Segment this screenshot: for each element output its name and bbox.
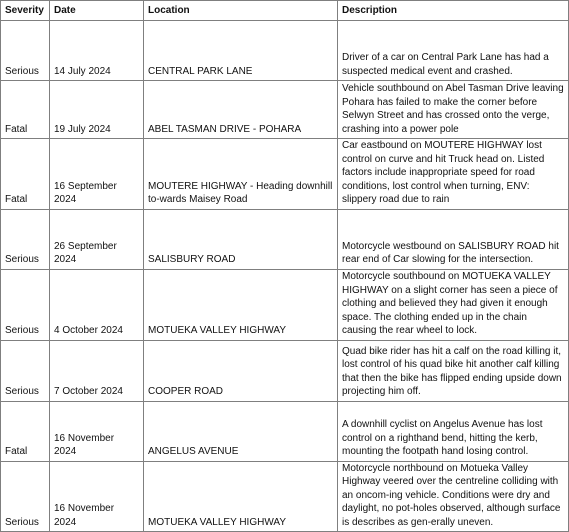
- date-cell: 26 September 2024: [50, 209, 144, 269]
- description-cell: Motorcycle northbound on Motueka Valley Highway veered over the centreline colliding with an oncom-ing vehicle. Conditions were dry and daylight, no pot-holes observed, although surface is describes as gen-erally uneven.: [338, 461, 569, 532]
- description-cell: Quad bike rider has hit a calf on the road killing it, lost control of his quad bike hit another calf killing that then the bike has flipped ending upside down projecting him off.: [338, 340, 569, 401]
- date-cell: 16 November 2024: [50, 401, 144, 461]
- table-row: [1, 21, 569, 81]
- description-cell: Motorcycle westbound on SALISBURY ROAD hit rear end of Car slowing for the intersection.: [338, 209, 569, 269]
- description-cell: Vehicle southbound on Abel Tasman Drive leaving Pohara has failed to make the corner before Selwyn Street and has crossed onto the verge, crashing into a power pole: [338, 81, 569, 139]
- location-cell: ANGELUS AVENUE: [144, 401, 338, 461]
- location-cell: ABEL TASMAN DRIVE - POHARA: [144, 81, 338, 139]
- description-cell: A downhill cyclist on Angelus Avenue has lost control on a righthand bend, hitting the kerb, mounting the footpath hand losing control.: [338, 401, 569, 461]
- date-cell: 16 September 2024: [50, 139, 144, 210]
- severity-cell: Serious: [1, 269, 50, 340]
- table-row: [1, 209, 569, 269]
- table-row: [1, 401, 569, 461]
- description-cell: Car eastbound on MOUTERE HIGHWAY lost control on curve and hit Truck head on. Listed factors include inappropriate speed for road conditions, lost control when turning, ENV: slippery road due to rain: [338, 139, 569, 210]
- severity-cell: Serious: [1, 461, 50, 532]
- date-cell: 19 July 2024: [50, 81, 144, 139]
- location-cell: MOTUEKA VALLEY HIGHWAY: [144, 461, 338, 532]
- table-row: [1, 461, 569, 532]
- severity-cell: Serious: [1, 21, 50, 81]
- table-row: [1, 139, 569, 210]
- date-cell: 14 July 2024: [50, 21, 144, 81]
- location-cell: CENTRAL PARK LANE: [144, 21, 338, 81]
- table-row: [1, 340, 569, 401]
- severity-cell: Serious: [1, 340, 50, 401]
- date-cell: 16 November 2024: [50, 461, 144, 532]
- table-header-row: [1, 1, 569, 21]
- header-severity: Severity: [1, 1, 50, 21]
- severity-cell: Serious: [1, 209, 50, 269]
- location-cell: SALISBURY ROAD: [144, 209, 338, 269]
- header-description: Description: [338, 1, 569, 21]
- table-row: [1, 81, 569, 139]
- header-date: Date: [50, 1, 144, 21]
- severity-cell: Fatal: [1, 401, 50, 461]
- location-cell: COOPER ROAD: [144, 340, 338, 401]
- description-cell: Motorcycle southbound on MOTUEKA VALLEY HIGHWAY on a slight corner has seen a piece of clothing and believed they had given it enough space. The clothing ended up in the chain causing the rear wheel to lock.: [338, 269, 569, 340]
- table-row: [1, 269, 569, 340]
- description-cell: Driver of a car on Central Park Lane has had a suspected medical event and crashed.: [338, 21, 569, 81]
- date-cell: 7 October 2024: [50, 340, 144, 401]
- location-cell: MOTUEKA VALLEY HIGHWAY: [144, 269, 338, 340]
- date-cell: 4 October 2024: [50, 269, 144, 340]
- header-location: Location: [144, 1, 338, 21]
- severity-cell: Fatal: [1, 81, 50, 139]
- severity-cell: Fatal: [1, 139, 50, 210]
- location-cell: MOUTERE HIGHWAY - Heading downhill to-wards Maisey Road: [144, 139, 338, 210]
